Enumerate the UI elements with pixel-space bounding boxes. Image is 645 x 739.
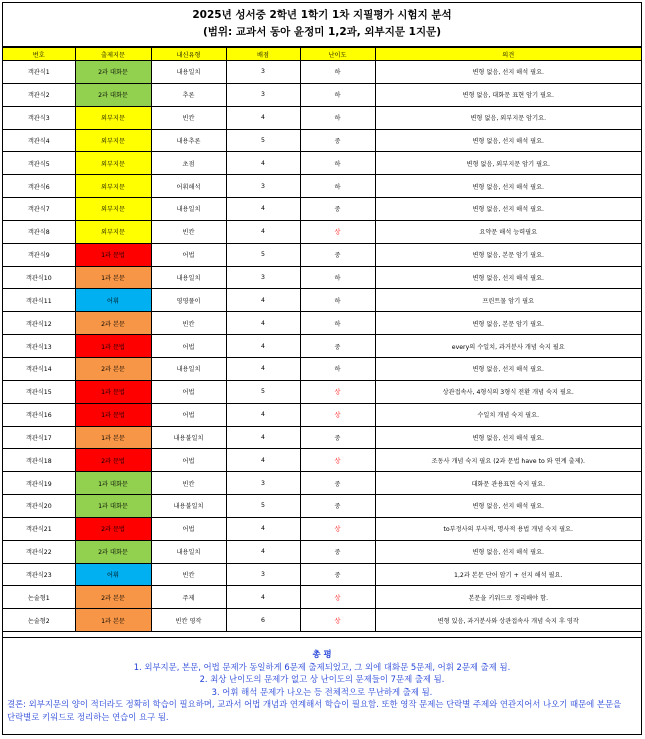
- row-score: 3: [226, 472, 300, 495]
- row-difficulty: 상: [300, 609, 375, 632]
- row-number: 객관식12: [3, 312, 75, 335]
- row-source: 1과 문법: [75, 243, 151, 266]
- row-number: 객관식13: [3, 335, 75, 358]
- row-source: 2과 본문: [75, 586, 151, 609]
- row-type: 빈칸: [151, 106, 226, 129]
- row-difficulty: 하: [300, 106, 375, 129]
- row-difficulty: 중: [300, 540, 375, 563]
- row-type: 내용일치: [151, 61, 226, 84]
- row-type: 어법: [151, 243, 226, 266]
- table-row: [3, 106, 641, 129]
- row-comment: 본문을 키워드로 정리해야 함.: [375, 586, 641, 609]
- row-comment: 프린트물 암기 필요: [375, 289, 641, 312]
- table-row: [3, 198, 641, 221]
- table-row: [3, 152, 641, 175]
- row-score: 5: [226, 495, 300, 518]
- header-type: 내신유형: [151, 48, 226, 61]
- row-difficulty: 상: [300, 220, 375, 243]
- row-type: 어법: [151, 403, 226, 426]
- row-comment: 변형 없음, 선지 해석 필요.: [375, 129, 641, 152]
- row-comment: 수일치 개념 숙지 필요.: [375, 403, 641, 426]
- row-number: 객관식9: [3, 243, 75, 266]
- row-score: 4: [226, 289, 300, 312]
- row-source: 1과 본문: [75, 426, 151, 449]
- row-difficulty: 하: [300, 83, 375, 106]
- row-number: 객관식14: [3, 357, 75, 380]
- row-comment: 변형 없음, 선지 해석 필요.: [375, 426, 641, 449]
- row-source: 1과 문법: [75, 335, 151, 358]
- row-type: 영영풀이: [151, 289, 226, 312]
- row-source: 2과 본문: [75, 312, 151, 335]
- row-number: 객관식7: [3, 198, 75, 221]
- row-type: 빈칸: [151, 220, 226, 243]
- row-type: 빈칸: [151, 563, 226, 586]
- row-number: 논술형1: [3, 586, 75, 609]
- row-difficulty: 상: [300, 403, 375, 426]
- row-score: 3: [226, 61, 300, 84]
- row-source: 어휘: [75, 289, 151, 312]
- row-type: 추론: [151, 83, 226, 106]
- table-row: [3, 129, 641, 152]
- table-row: [3, 540, 641, 563]
- row-difficulty: 상: [300, 586, 375, 609]
- row-source: 1과 문법: [75, 403, 151, 426]
- row-score: 5: [226, 129, 300, 152]
- row-score: 4: [226, 426, 300, 449]
- row-number: 객관식4: [3, 129, 75, 152]
- row-source: 2과 대화문: [75, 83, 151, 106]
- row-difficulty: 상: [300, 517, 375, 540]
- row-number: 객관식1: [3, 61, 75, 84]
- row-number: 객관식6: [3, 175, 75, 198]
- table-row: [3, 357, 641, 380]
- row-type: 초점: [151, 152, 226, 175]
- row-score: 3: [226, 563, 300, 586]
- row-number: 객관식10: [3, 266, 75, 289]
- row-type: 어법: [151, 335, 226, 358]
- row-source: 외부지문: [75, 220, 151, 243]
- row-number: 객관식5: [3, 152, 75, 175]
- header-score: 배점: [226, 48, 300, 61]
- table-row: [3, 220, 641, 243]
- row-difficulty: 중: [300, 198, 375, 221]
- row-source: 2과 대화문: [75, 540, 151, 563]
- header-row: [3, 48, 641, 61]
- table-row: [3, 61, 641, 84]
- row-difficulty: 하: [300, 61, 375, 84]
- table-row: [3, 266, 641, 289]
- row-score: 6: [226, 609, 300, 632]
- row-type: 빈칸: [151, 312, 226, 335]
- row-source: 2과 문법: [75, 517, 151, 540]
- row-number: 객관식15: [3, 380, 75, 403]
- row-number: 객관식2: [3, 83, 75, 106]
- row-difficulty: 상: [300, 380, 375, 403]
- row-score: 5: [226, 380, 300, 403]
- row-type: 빈칸: [151, 472, 226, 495]
- row-comment: 변형 없음, 외부지문 암기 필요.: [375, 152, 641, 175]
- row-comment: 변형 없음, 선지 해석 필요.: [375, 540, 641, 563]
- row-comment: 변형 없음, 선지 해석 필요.: [375, 266, 641, 289]
- table-row: [3, 609, 641, 632]
- row-source: 외부지문: [75, 106, 151, 129]
- row-number: 객관식3: [3, 106, 75, 129]
- row-type: 어법: [151, 380, 226, 403]
- row-difficulty: 하: [300, 312, 375, 335]
- row-number: 객관식20: [3, 495, 75, 518]
- row-source: 1과 대화문: [75, 472, 151, 495]
- row-difficulty: 상: [300, 449, 375, 472]
- row-score: 4: [226, 335, 300, 358]
- row-type: 주제: [151, 586, 226, 609]
- row-comment: 변형 없음, 선지 해석 필요.: [375, 198, 641, 221]
- row-difficulty: 중: [300, 563, 375, 586]
- row-comment: 조동사 개념 숙지 필요 (2과 문법 have to 와 연계 출제).: [375, 449, 641, 472]
- row-score: 4: [226, 357, 300, 380]
- row-comment: 상관접속사, 4형식의 3형식 전환 개념 숙지 필요.: [375, 380, 641, 403]
- review-conclusion: 결론: 외부지문의 양이 적더라도 정확히 학습이 필요하며, 교과서 어법 개념과 연계해서 학습이 필요함. 또한 영작 문제는 단락별 주제와 연관지어서 나오기 때문에 본문을 단락별로 키워드로 정리하는 연습이 요구 됨.: [7, 699, 622, 722]
- row-source: 외부지문: [75, 129, 151, 152]
- row-score: 4: [226, 586, 300, 609]
- row-comment: 변형 없음, 선지 해석 필요.: [375, 495, 641, 518]
- table-row: [3, 426, 641, 449]
- page-title: 2025년 성서중 2학년 1학기 1차 지필평가 시험지 분석: [192, 9, 452, 21]
- row-score: 4: [226, 106, 300, 129]
- row-type: 내용일치: [151, 357, 226, 380]
- row-difficulty: 중: [300, 129, 375, 152]
- row-difficulty: 하: [300, 175, 375, 198]
- row-score: 3: [226, 83, 300, 106]
- row-comment: 변형 없음, 본문 암기 필요.: [375, 243, 641, 266]
- table-row: [3, 586, 641, 609]
- row-type: 빈칸 영작: [151, 609, 226, 632]
- row-comment: 변형 없음, 선지 해석 필요.: [375, 357, 641, 380]
- row-difficulty: 중: [300, 426, 375, 449]
- row-source: 외부지문: [75, 152, 151, 175]
- row-number: 객관식23: [3, 563, 75, 586]
- row-number: 객관식11: [3, 289, 75, 312]
- row-type: 내용일치: [151, 266, 226, 289]
- row-score: 3: [226, 175, 300, 198]
- row-number: 객관식17: [3, 426, 75, 449]
- row-comment: 변형 없음, 대화문 표현 암기 필요.: [375, 83, 641, 106]
- row-type: 어휘해석: [151, 175, 226, 198]
- header-comment: 의견: [375, 48, 641, 61]
- row-score: 4: [226, 403, 300, 426]
- row-number: 객관식18: [3, 449, 75, 472]
- analysis-sheet: [2, 2, 642, 735]
- row-number: 객관식19: [3, 472, 75, 495]
- row-comment: 변형 없음, 본문 암기 필요.: [375, 312, 641, 335]
- review-section: [3, 637, 641, 734]
- row-score: 4: [226, 540, 300, 563]
- row-source: 외부지문: [75, 198, 151, 221]
- table-row: [3, 243, 641, 266]
- row-comment: every의 수일치, 과거분사 개념 숙지 필요: [375, 335, 641, 358]
- row-type: 어법: [151, 517, 226, 540]
- row-source: 2과 대화문: [75, 61, 151, 84]
- row-difficulty: 하: [300, 266, 375, 289]
- row-score: 4: [226, 152, 300, 175]
- row-source: 외부지문: [75, 175, 151, 198]
- header-difficulty: 난이도: [300, 48, 375, 61]
- row-comment: to부정사의 부사적, 명사적 용법 개념 숙지 필요.: [375, 517, 641, 540]
- row-source: 2과 본문: [75, 357, 151, 380]
- review-point-3: 3. 어휘 해석 문제가 나오는 등 전체적으로 무난하게 출제 됨.: [211, 686, 433, 697]
- row-type: 내용불일치: [151, 426, 226, 449]
- row-source: 1과 본문: [75, 609, 151, 632]
- row-comment: 요약문 해석 능력필요: [375, 220, 641, 243]
- table-row: [3, 175, 641, 198]
- table-row: [3, 380, 641, 403]
- row-difficulty: 중: [300, 472, 375, 495]
- row-score: 4: [226, 517, 300, 540]
- row-comment: 변형 있음, 과거분사와 상관접속사 개념 숙지 후 영작: [375, 609, 641, 632]
- row-type: 내용불일치: [151, 495, 226, 518]
- row-number: 객관식16: [3, 403, 75, 426]
- row-difficulty: 하: [300, 289, 375, 312]
- row-comment: 변형 없음, 선지 해석 필요.: [375, 175, 641, 198]
- row-score: 4: [226, 198, 300, 221]
- row-type: 내용추론: [151, 129, 226, 152]
- table-row: [3, 289, 641, 312]
- row-type: 어법: [151, 449, 226, 472]
- row-score: 5: [226, 243, 300, 266]
- row-comment: 1,2과 본문 단어 암기 + 선지 해석 필요.: [375, 563, 641, 586]
- review-heading: 총 평: [312, 649, 332, 659]
- table-body: [3, 61, 641, 632]
- row-comment: 변형 없음, 선지 해석 필요.: [375, 61, 641, 84]
- row-type: 내용일치: [151, 198, 226, 221]
- header-source: 출제지문: [75, 48, 151, 61]
- row-difficulty: 중: [300, 335, 375, 358]
- review-point-1: 1. 외부지문, 본문, 어법 문제가 동일하게 6문제 출제되었고, 그 외에 대화문 5문제, 어휘 2문제 출제 됨.: [133, 661, 511, 672]
- table-row: [3, 312, 641, 335]
- analysis-table: [3, 47, 641, 632]
- table-row: [3, 403, 641, 426]
- row-number: 논술형2: [3, 609, 75, 632]
- row-comment: 변형 없음, 외부지문 암기요.: [375, 106, 641, 129]
- review-point-2: 2. 최상 난이도의 문제가 없고 상 난이도의 문제들이 7문제 출제 됨.: [199, 674, 445, 685]
- row-comment: 대화문 관용표현 숙지 필요.: [375, 472, 641, 495]
- row-number: 객관식22: [3, 540, 75, 563]
- row-difficulty: 중: [300, 243, 375, 266]
- row-source: 1과 대화문: [75, 495, 151, 518]
- title-block: [3, 3, 641, 47]
- table-row: [3, 495, 641, 518]
- table-row: [3, 563, 641, 586]
- row-type: 내용일치: [151, 540, 226, 563]
- row-source: 2과 문법: [75, 449, 151, 472]
- row-difficulty: 하: [300, 357, 375, 380]
- row-source: 1과 문법: [75, 380, 151, 403]
- row-number: 객관식21: [3, 517, 75, 540]
- table-row: [3, 335, 641, 358]
- row-number: 객관식8: [3, 220, 75, 243]
- row-difficulty: 하: [300, 152, 375, 175]
- row-source: 1과 본문: [75, 266, 151, 289]
- table-row: [3, 449, 641, 472]
- table-row: [3, 517, 641, 540]
- row-score: 4: [226, 220, 300, 243]
- row-score: 4: [226, 449, 300, 472]
- header-number: 번호: [3, 48, 75, 61]
- row-source: 어휘: [75, 563, 151, 586]
- table-row: [3, 472, 641, 495]
- table-row: [3, 83, 641, 106]
- exam-range: (범위: 교과서 동아 윤정미 1,2과, 외부지문 1지문): [202, 26, 442, 38]
- row-score: 3: [226, 266, 300, 289]
- row-difficulty: 중: [300, 495, 375, 518]
- row-score: 4: [226, 312, 300, 335]
